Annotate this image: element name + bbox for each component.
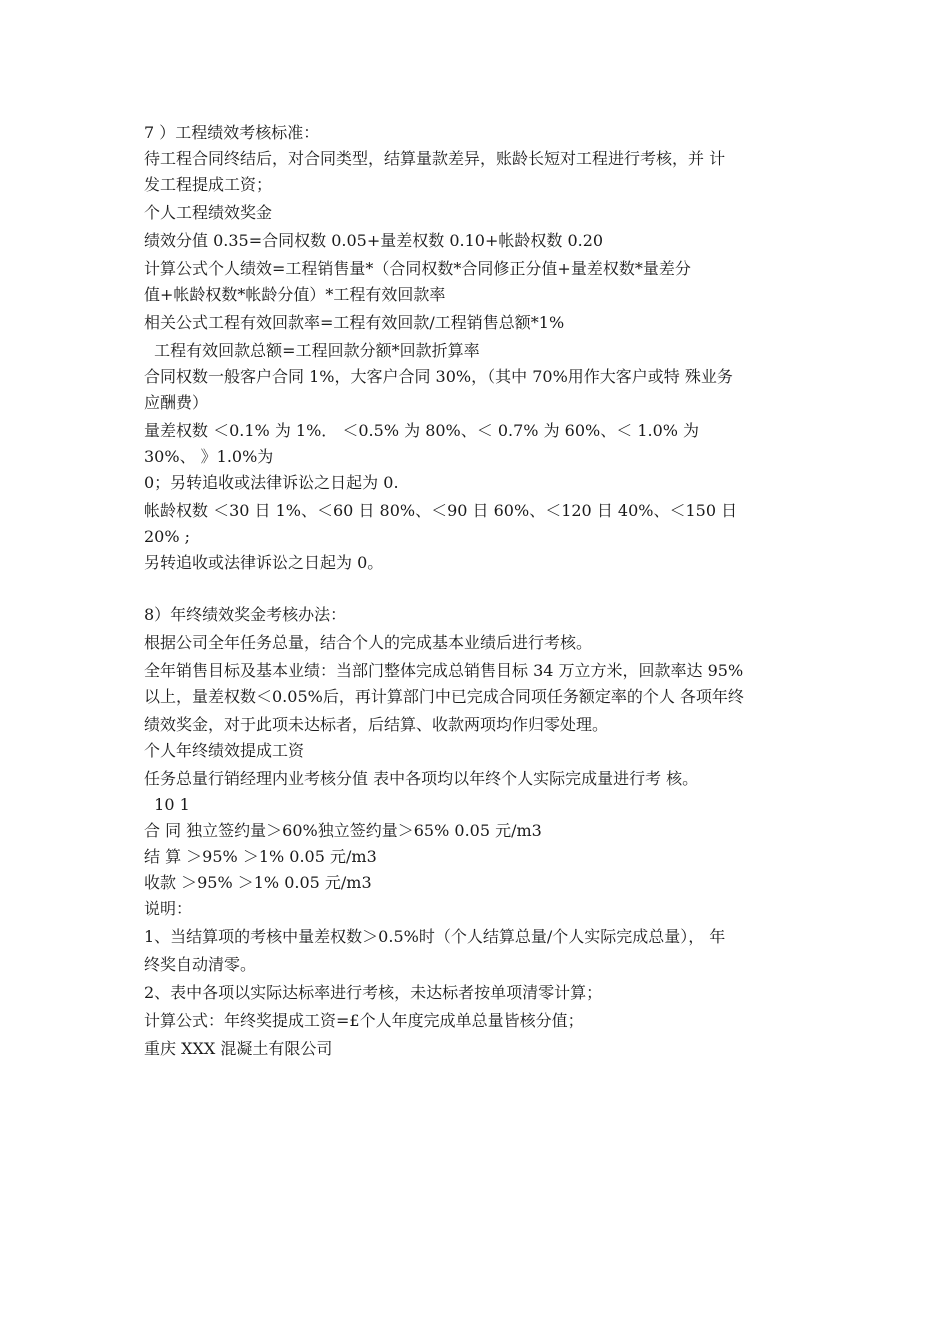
text-line: 量差权数 ＜0.1% 为 1%． ＜0.5% 为 80%、＜ 0.7% 为 60%、＜ 1.0% 为 <box>144 421 700 440</box>
formula-line: 计算公式：年终奖提成工资=£个人年度完成单总量皆核分值； <box>144 1011 584 1030</box>
note-line: 终奖自动清零。 <box>144 955 257 974</box>
formula-line: 计算公式个人绩效=工程销售量*（合同权数*合同修正分值+量差权数*量差分 <box>144 259 691 278</box>
text-line: 个人工程绩效奖金 <box>144 203 273 222</box>
table-line: 收款 ＞95% ＞1% 0.05 元/m3 <box>144 873 372 892</box>
text-line: 另转追收或法律诉讼之日起为 0。 <box>144 553 384 572</box>
notes-heading: 说明： <box>144 899 193 918</box>
text-line: 待工程合同终结后，对合同类型，结算量款差异，账龄长短对工程进行考核，并 计 <box>144 149 726 168</box>
text-line: 任务总量行销经理内业考核分值 表中各项均以年终个人实际完成量进行考 核。 <box>144 769 699 788</box>
formula-line: 绩效分值 0.35=合同权数 0.05+量差权数 0.10+帐龄权数 0.20 <box>144 231 604 250</box>
text-line: 应酬费） <box>144 393 209 412</box>
text-line: 以上，量差权数＜0.05%后，再计算部门中已完成合同项任务额定率的个人 各项年终 <box>144 687 744 706</box>
table-line: 结 算 ＞95% ＞1% 0.05 元/m3 <box>144 847 377 866</box>
text-line: 全年销售目标及基本业绩：当部门整体完成总销售目标 34 万立方米，回款率达 95% <box>144 661 744 680</box>
formula-line: 值+帐龄权数*帐龄分值）*工程有效回款率 <box>144 285 446 304</box>
text-line: 帐龄权数 ＜30 日 1%、＜60 日 80%、＜90 日 60%、＜120 日 40%、＜150 日 <box>144 501 738 520</box>
note-line: 2、表中各项以实际达标率进行考核，未达标者按单项清零计算； <box>144 983 603 1002</box>
text-line: 根据公司全年任务总量，结合个人的完成基本业绩后进行考核。 <box>144 633 593 652</box>
note-line: 1、当结算项的考核中量差权数＞0.5%时（个人结算总量/个人实际完成总量）， 年 <box>144 927 726 946</box>
text-line: 30%、 》1.0%为 <box>144 447 274 466</box>
text-line: 发工程提成工资； <box>144 175 273 194</box>
section-7-heading: 7 ）工程绩效考核标准： <box>144 123 320 142</box>
table-line: 合 同 独立签约量＞60%独立签约量＞65% 0.05 元/m3 <box>144 821 542 840</box>
text-line: 20% ; <box>144 527 191 546</box>
formula-line: 工程有效回款总额=工程回款分额*回款折算率 <box>144 341 480 360</box>
formula-line: 相关公式工程有效回款率=工程有效回款/工程销售总额*1% <box>144 313 565 332</box>
section-8-heading: 8）年终绩效奖金考核办法： <box>144 605 347 624</box>
text-line: 0；另转追收或法律诉讼之日起为 0. <box>144 473 399 492</box>
text-line: 个人年终绩效提成工资 <box>144 741 305 760</box>
table-line: 10 1 <box>144 795 190 814</box>
text-line: 绩效奖金，对于此项未达标者，后结算、收款两项均作归零处理。 <box>144 715 609 734</box>
text-line: 合同权数一般客户合同 1%，大客户合同 30%，（其中 70%用作大客户或特 殊业务 <box>144 367 733 386</box>
company-name: 重庆 XXX 混凝土有限公司 <box>144 1039 333 1058</box>
